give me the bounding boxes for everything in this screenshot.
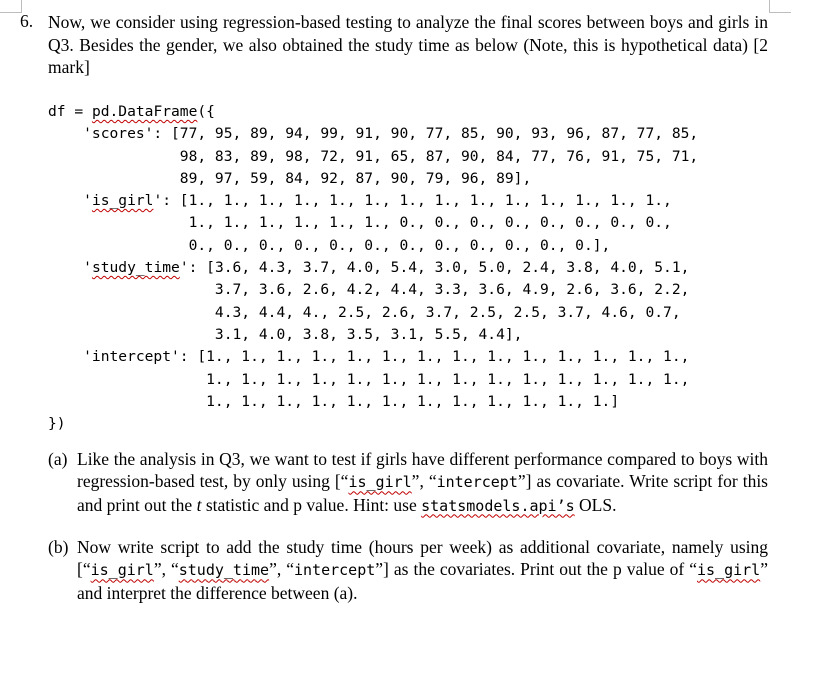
- spellcheck-word: statsmodels.api’s: [421, 496, 575, 515]
- code-line-2: 'scores': [77, 95, 89, 94, 99, 91, 90, 77, 85, 90, 93, 96, 87, 77, 85,: [48, 125, 699, 143]
- code-term: intercept: [293, 561, 376, 580]
- code-block: [48, 101, 698, 435]
- sub-question-a: [48, 448, 768, 517]
- page-corner-mark-right: [769, 0, 791, 13]
- code-term: intercept: [436, 473, 518, 492]
- code-line-9: 3.7, 3.6, 2.6, 4.2, 4.4, 3.3, 3.6, 4.9, 2.6, 3.6, 2.2,: [48, 281, 690, 299]
- code-line-8: 'study_time': [3.6, 4.3, 3.7, 4.0, 5.4, 3.0, 5.0, 2.4, 3.8, 4.0, 5.1,: [48, 259, 690, 277]
- spellcheck-word: is_girl: [90, 561, 154, 580]
- code-line-10: 4.3, 4.4, 4., 2.5, 2.6, 3.7, 2.5, 2.5, 3.7, 4.6, 0.7,: [48, 303, 681, 321]
- sub-question-label: (b): [48, 537, 69, 557]
- sub-question-text: Like the analysis in Q3, we want to test if girls have different performance compared to boys with regression-based test, by only using [“is_girl”, “intercept”] as covariate. Write script for this and print out the t statistic and p value. Hint: use statsmodels.api’s OLS.: [77, 449, 768, 515]
- spellcheck-word: is_girl: [696, 561, 761, 580]
- page-corner-mark-left: [0, 0, 22, 13]
- code-line-11: 3.1, 4.0, 3.8, 3.5, 3.1, 5.5, 4.4],: [48, 325, 523, 343]
- code-line-12: 'intercept': [1., 1., 1., 1., 1., 1., 1., 1., 1., 1., 1., 1., 1., 1.,: [48, 348, 690, 366]
- spellcheck-word: study_time: [91, 259, 180, 277]
- sub-question-b: [48, 536, 768, 604]
- code-line-15: }): [48, 415, 66, 433]
- code-line-1: df = pd.DataFrame({: [48, 103, 215, 120]
- code-line-3: 98, 83, 89, 98, 72, 91, 65, 87, 90, 84, 77, 76, 91, 75, 71,: [48, 147, 699, 165]
- code-line-13: 1., 1., 1., 1., 1., 1., 1., 1., 1., 1., 1., 1., 1., 1.,: [48, 370, 690, 388]
- code-line-5: 'is_girl': [1., 1., 1., 1., 1., 1., 1., 1., 1., 1., 1., 1., 1., 1.,: [48, 192, 672, 210]
- spellcheck-word: study_time: [178, 561, 270, 580]
- sub-question-label: (a): [48, 449, 68, 469]
- question-text: Now, we consider using regression-based testing to analyze the final scores between boys and girls in Q3. Besides the gender, we also obtained the study time as below (Note, this is hypothetical data) [2 mark]: [48, 12, 768, 77]
- question-number: 6.: [20, 11, 34, 31]
- spellcheck-word: is_girl: [91, 192, 154, 210]
- code-line-6: 1., 1., 1., 1., 1., 1., 0., 0., 0., 0., 0., 0., 0., 0.,: [48, 214, 672, 232]
- spellcheck-word: pd.DataFrame: [91, 103, 198, 120]
- spellcheck-word: is_girl: [348, 473, 412, 492]
- sub-question-text: Now write script to add the study time (hours per week) as additional covariate, namely using [“is_girl”, “study_time”, “intercept”] as the covariates. Print out the p value of “is_girl” and interpret the difference between (a).: [77, 537, 768, 603]
- code-line-7: 0., 0., 0., 0., 0., 0., 0., 0., 0., 0., 0., 0.],: [48, 236, 611, 254]
- code-line-4: 89, 97, 59, 84, 92, 87, 90, 79, 96, 89],: [48, 169, 532, 187]
- code-line-14: 1., 1., 1., 1., 1., 1., 1., 1., 1., 1., 1., 1.]: [48, 392, 620, 410]
